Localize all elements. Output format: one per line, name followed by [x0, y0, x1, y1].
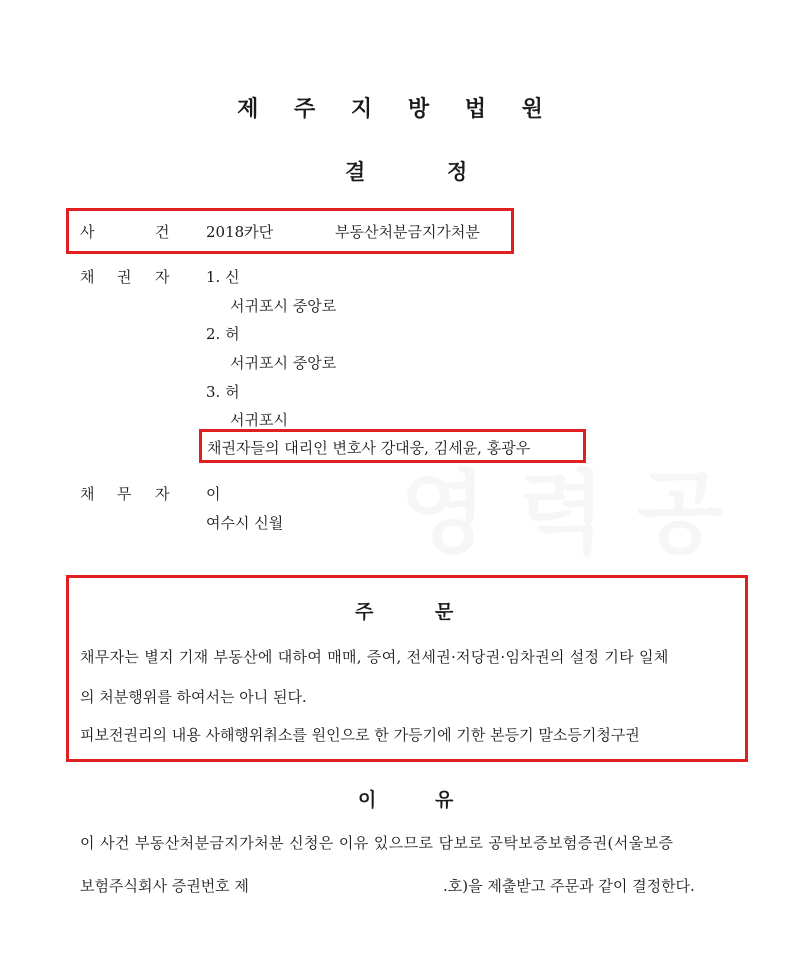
creditor-2-address: 서귀포시 중앙로 — [230, 354, 337, 372]
creditor-3-address: 서귀포시 — [230, 411, 288, 429]
creditor-2-name: 2. 허 — [206, 325, 240, 343]
debtor-name: 이 — [206, 485, 221, 503]
creditor-1-name: 1. 신 — [206, 268, 240, 286]
order-line-1: 채무자는 별지 기재 부동산에 대하여 매매, 증여, 전세권·저당권·임차권의 설정 기타 일체 — [80, 648, 669, 666]
creditor-label-3: 자 — [155, 268, 170, 286]
reason-line-1: 이 사건 부동산처분금지가처분 신청은 이유 있으므로 담보로 공탁보증보험증권(서울보증 — [80, 834, 674, 852]
doc-type-right: 정 — [447, 160, 468, 184]
case-number: 2018카단 — [206, 223, 274, 241]
creditor-label-1: 채 — [80, 268, 95, 286]
doc-type-left: 결 — [345, 160, 366, 184]
order-line-2: 의 처분행위를 하여서는 아니 된다. — [80, 688, 307, 706]
order-line-3: 피보전권리의 내용 사해행위취소를 원인으로 한 가등기에 기한 본등기 말소등기청구권 — [80, 726, 640, 744]
reason-title-left: 이 — [358, 789, 377, 811]
order-title-left: 주 — [355, 601, 374, 623]
reason-line-2-start: 보험주식회사 증권번호 제 — [80, 877, 249, 895]
attorney-line: 채권자들의 대리인 변호사 강대웅, 김세윤, 홍광우 — [207, 439, 531, 457]
case-name: 부동산처분금지가처분 — [335, 223, 480, 241]
debtor-address: 여수시 신월 — [206, 514, 284, 532]
case-label-1: 사 — [80, 223, 95, 241]
creditor-3-name: 3. 허 — [206, 383, 240, 401]
creditor-1-address: 서귀포시 중앙로 — [230, 297, 337, 315]
order-title-right: 문 — [435, 601, 454, 623]
court-name: 제 주 지 방 법 원 — [237, 97, 557, 122]
debtor-label-2: 무 — [117, 485, 132, 503]
creditor-label-2: 권 — [117, 268, 132, 286]
debtor-label-3: 자 — [155, 485, 170, 503]
reason-line-2-end: .호)을 제출받고 주문과 같이 결정한다. — [443, 877, 695, 895]
case-label-2: 건 — [155, 223, 170, 241]
debtor-label-1: 채 — [80, 485, 95, 503]
reason-title-right: 유 — [435, 789, 454, 811]
